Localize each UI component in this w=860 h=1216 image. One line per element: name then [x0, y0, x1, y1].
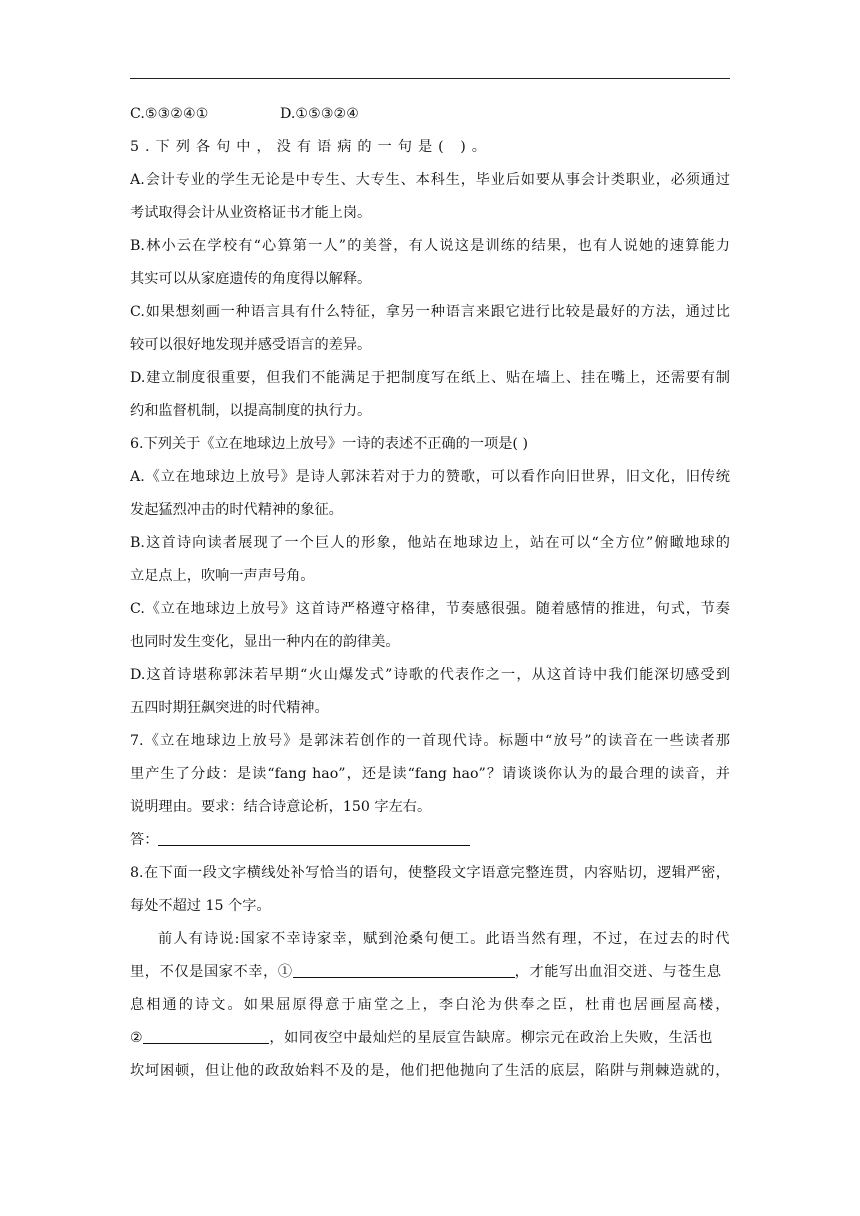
- passage-text: ②: [130, 1030, 144, 1046]
- q4-option-d: D.①⑤③②④: [280, 106, 359, 122]
- q8-passage-line2: [130, 962, 730, 995]
- q5-option-d-line2: 约和监督机制，以提高制度的执行力。: [130, 403, 372, 419]
- answer-label: 答：: [130, 832, 159, 848]
- q4-options: [130, 104, 730, 137]
- document-page: [130, 104, 730, 1094]
- q6-stem: 6.下列关于《立在地球边上放号》一诗的表述不正确的一项是( ): [130, 436, 528, 452]
- q5-option-d-line1: D.建立制度很重要，但我们不能满足于把制度写在纸上、贴在墙上、挂在嘴上，还需要有制: [130, 370, 730, 386]
- passage-text: ，才能写出血泪交迸、与苍生息: [514, 964, 722, 980]
- q5-option-c-line2: 较可以很好地发现并感受语言的差异。: [130, 337, 372, 353]
- q8-passage-line5: 坎坷困顿，但让他的政敌始料不及的是，他们把他抛向了生活的底层，陷阱与荆棘造就的，: [130, 1063, 730, 1079]
- q7-line2: 里产生了分歧：是读“fang hao”，还是读“fang hao”？请谈谈你认为的最合理的读音，并: [130, 766, 730, 782]
- q8-line2: 每处不超过 15 个字。: [130, 898, 271, 914]
- header-rule: [130, 78, 730, 79]
- q8-passage-line3: 息相通的诗文。如果屈原得意于庙堂之上，李白沦为供奉之臣，杜甫也居画屋高楼，: [130, 997, 730, 1013]
- q6-option-d-line2: 五四时期狂飙突进的时代精神。: [130, 700, 329, 716]
- q6-option-c-line2: 也同时发生变化，显出一种内在的韵律美。: [130, 634, 400, 650]
- q7-line1: 7.《立在地球边上放号》是郭沫若创作的一首现代诗。标题中“放号”的读音在一些读者那: [130, 733, 730, 749]
- q8-passage-line4: [130, 1028, 730, 1061]
- q6-option-a-line1: A.《立在地球边上放号》是诗人郭沫若对于力的赞歌，可以看作向旧世界，旧文化，旧传统: [130, 469, 730, 485]
- q5-option-a-line2: 考试取得会计从业资格证书才能上岗。: [130, 205, 372, 221]
- q5-stem: 5.下列各句中，没有语病的一句是( )。: [130, 139, 492, 155]
- q7-line3: 说明理由。要求：结合诗意论析，150 字左右。: [130, 799, 432, 815]
- fill-blank-2[interactable]: [143, 1028, 269, 1044]
- q5-option-a-line1: A.会计专业的学生无论是中专生、大专生、本科生，毕业后如要从事会计类职业，必须通过: [130, 172, 730, 188]
- q6-option-b-line2: 立足点上，吹响一声声号角。: [130, 568, 315, 584]
- passage-text: 里，不仅是国家不幸，①: [130, 964, 293, 980]
- q4-option-c: C.⑤③②④①: [130, 106, 209, 122]
- q8-passage-line1: 前人有诗说:国家不幸诗家幸，赋到沧桑句便工。此语当然有理，不过，在过去的时代: [158, 931, 730, 947]
- q8-line1: 8.在下面一段文字横线处补写恰当的语句，使整段文字语意完整连贯，内容贴切，逻辑严密，: [130, 865, 730, 881]
- q5-option-b-line2: 其实可以从家庭遗传的角度得以解释。: [130, 271, 372, 287]
- q6-option-d-line1: D.这首诗堪称郭沫若早期“火山爆发式”诗歌的代表作之一，从这首诗中我们能深切感受到: [130, 667, 730, 683]
- q5-option-b-line1: B.林小云在学校有“心算第一人”的美誉，有人说这是训练的结果，也有人说她的速算能力: [130, 238, 730, 254]
- answer-blank[interactable]: [158, 830, 470, 846]
- passage-text: ，如同夜空中最灿烂的星辰宣告缺席。柳宗元在政治上失败，生活也: [269, 1030, 713, 1046]
- q6-option-a-line2: 发起猛烈冲击的时代精神的象征。: [130, 502, 343, 518]
- q7-answer-line: [130, 830, 730, 863]
- q6-option-c-line1: C.《立在地球边上放号》这首诗严格遵守格律，节奏感很强。随着感情的推进，句式，节奏: [130, 601, 730, 617]
- fill-blank-1[interactable]: [293, 962, 515, 978]
- q6-option-b-line1: B.这首诗向读者展现了一个巨人的形象，他站在地球边上，站在可以“全方位”俯瞰地球的: [130, 535, 730, 551]
- q5-option-c-line1: C.如果想刻画一种语言具有什么特征，拿另一种语言来跟它进行比较是最好的方法，通过比: [130, 304, 730, 320]
